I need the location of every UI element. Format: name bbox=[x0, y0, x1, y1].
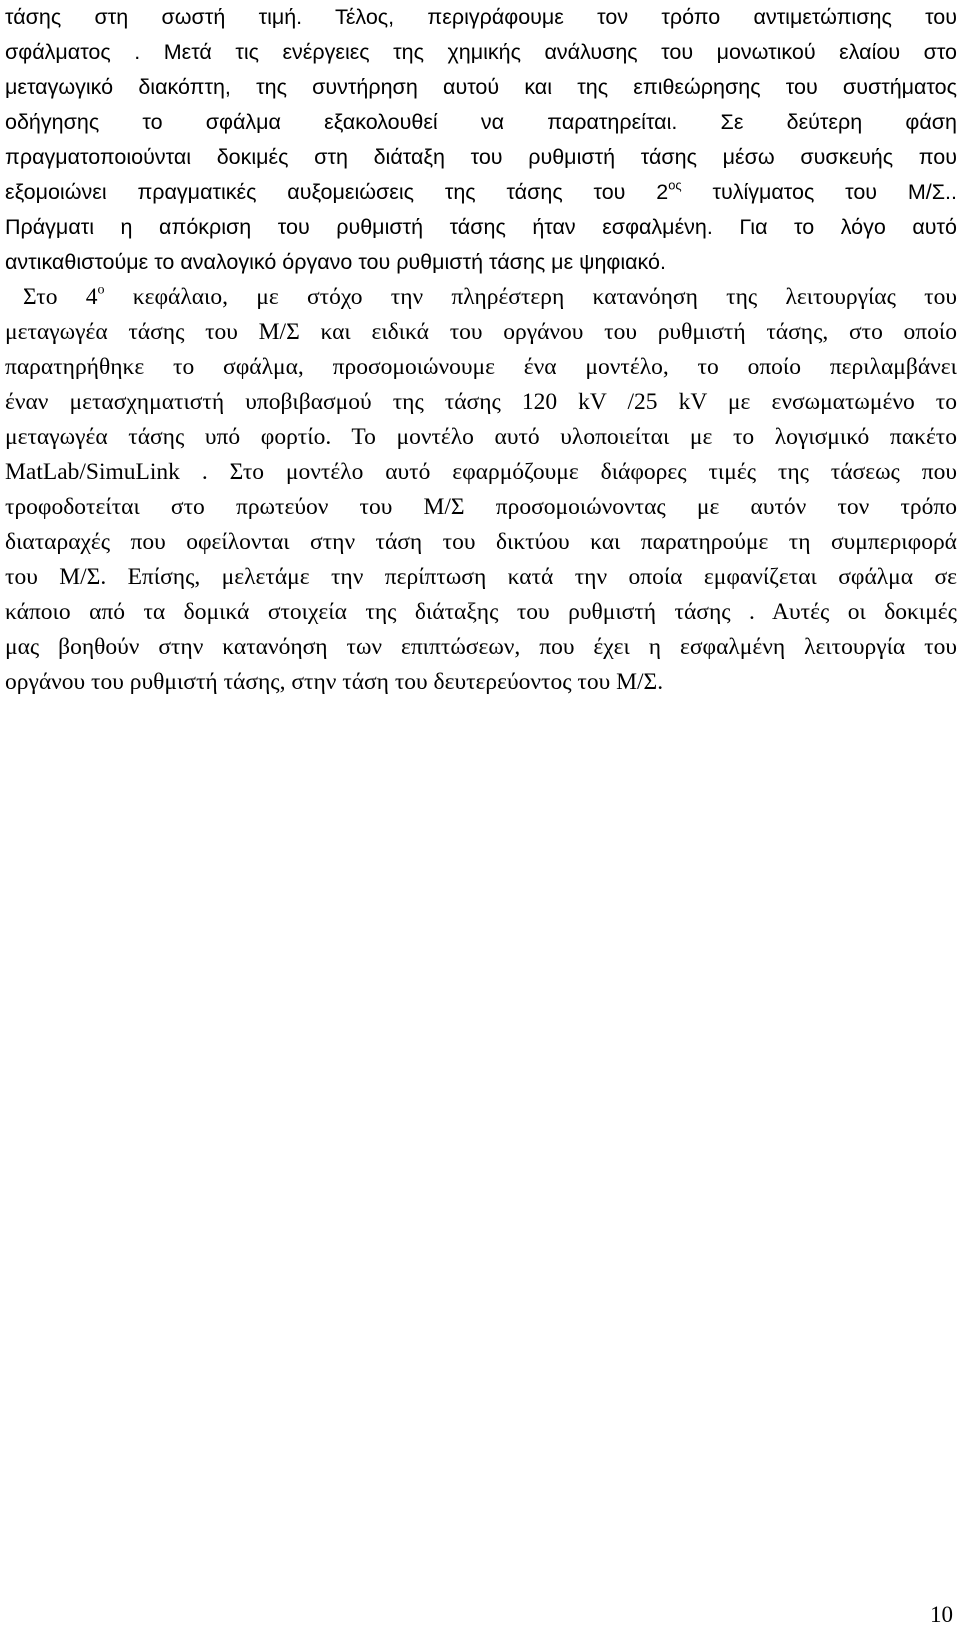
text-line bbox=[5, 175, 957, 210]
text-line: Πράγματι η απόκριση του ρυθμιστή τάσης ήταν εσφαλμένη. Για το λόγο αυτό bbox=[5, 215, 957, 239]
text-line: τροφοδοτείται στο πρωτεύον του Μ/Σ προσομοιώνοντας με αυτόν τον τρόπο bbox=[5, 494, 957, 520]
text-line: MatLab/SimuLink . Στο μοντέλο αυτό εφαρμόζουμε διάφορες τιμές της τάσεως που bbox=[5, 459, 957, 485]
paragraph-2 bbox=[5, 280, 957, 700]
text-segment: κεφάλαιο, με στόχο την πληρέστερη κατανόηση της λειτουργίας του bbox=[104, 284, 957, 310]
text-line: μεταγωγικό διακόπτη, της συντήρηση αυτού και της επιθεώρησης του συστήματος bbox=[5, 75, 957, 99]
text-line: κάποιο από τα δομικά στοιχεία της διάταξης του ρυθμιστή τάσης . Αυτές οι δοκιμές bbox=[5, 599, 957, 625]
text-line: αντικαθιστούμε το αναλογικό όργανο του ρυθμιστή τάσης με ψηφιακό. bbox=[5, 250, 666, 274]
text-segment: εξομοιώνει πραγματικές αυξομειώσεις της τάσης του 2 bbox=[5, 180, 669, 204]
text-line: μεταγωγέα τάσης του Μ/Σ και ειδικά του οργάνου του ρυθμιστή τάσης, στο οποίο bbox=[5, 319, 957, 345]
page-number: 10 bbox=[930, 1602, 953, 1627]
text-line: διαταραχές που οφείλονται στην τάση του δικτύου και παρατηρούμε τη συμπεριφορά bbox=[5, 529, 957, 555]
text-line: σφάλματος . Μετά τις ενέργειες της χημικής ανάλυσης του μονωτικού ελαίου στο bbox=[5, 40, 957, 64]
text-line: μεταγωγέα τάσης υπό φορτίο. Το μοντέλο αυτό υλοποιείται με το λογισμικό πακέτο bbox=[5, 424, 957, 450]
superscript: ο bbox=[97, 281, 105, 298]
text-line: μας βοηθούν στην κατανόηση των επιπτώσεων, που έχει η εσφαλμένη λειτουργία του bbox=[5, 634, 957, 660]
text-segment: Στο 4 bbox=[23, 284, 98, 310]
text-line: οργάνου του ρυθμιστή τάσης, στην τάση του δευτερεύοντος του Μ/Σ. bbox=[5, 669, 664, 695]
text-line: του Μ/Σ. Επίσης, μελετάμε την περίπτωση κατά την οποία εμφανίζεται σφάλμα σε bbox=[5, 564, 957, 590]
document-page bbox=[5, 0, 957, 700]
text-line: έναν μετασχηματιστή υποβιβασμού της τάσης 120 kV /25 kV με ενσωματωμένο το bbox=[5, 389, 957, 415]
text-line bbox=[5, 280, 957, 315]
text-line: παρατηρήθηκε το σφάλμα, προσομοιώνουμε ένα μοντέλο, το οποίο περιλαμβάνει bbox=[5, 354, 957, 380]
superscript: ος bbox=[668, 177, 682, 193]
text-line: πραγματοποιούνται δοκιμές στη διάταξη του ρυθμιστή τάσης μέσω συσκευής που bbox=[5, 145, 957, 169]
text-line: οδήγησης το σφάλμα εξακολουθεί να παρατηρείται. Σε δεύτερη φάση bbox=[5, 110, 957, 134]
text-line: τάσης στη σωστή τιμή. Τέλος, περιγράφουμε τον τρόπο αντιμετώπισης του bbox=[5, 5, 957, 29]
paragraph-1 bbox=[5, 0, 957, 280]
text-segment: τυλίγματος του Μ/Σ.. bbox=[681, 180, 957, 204]
